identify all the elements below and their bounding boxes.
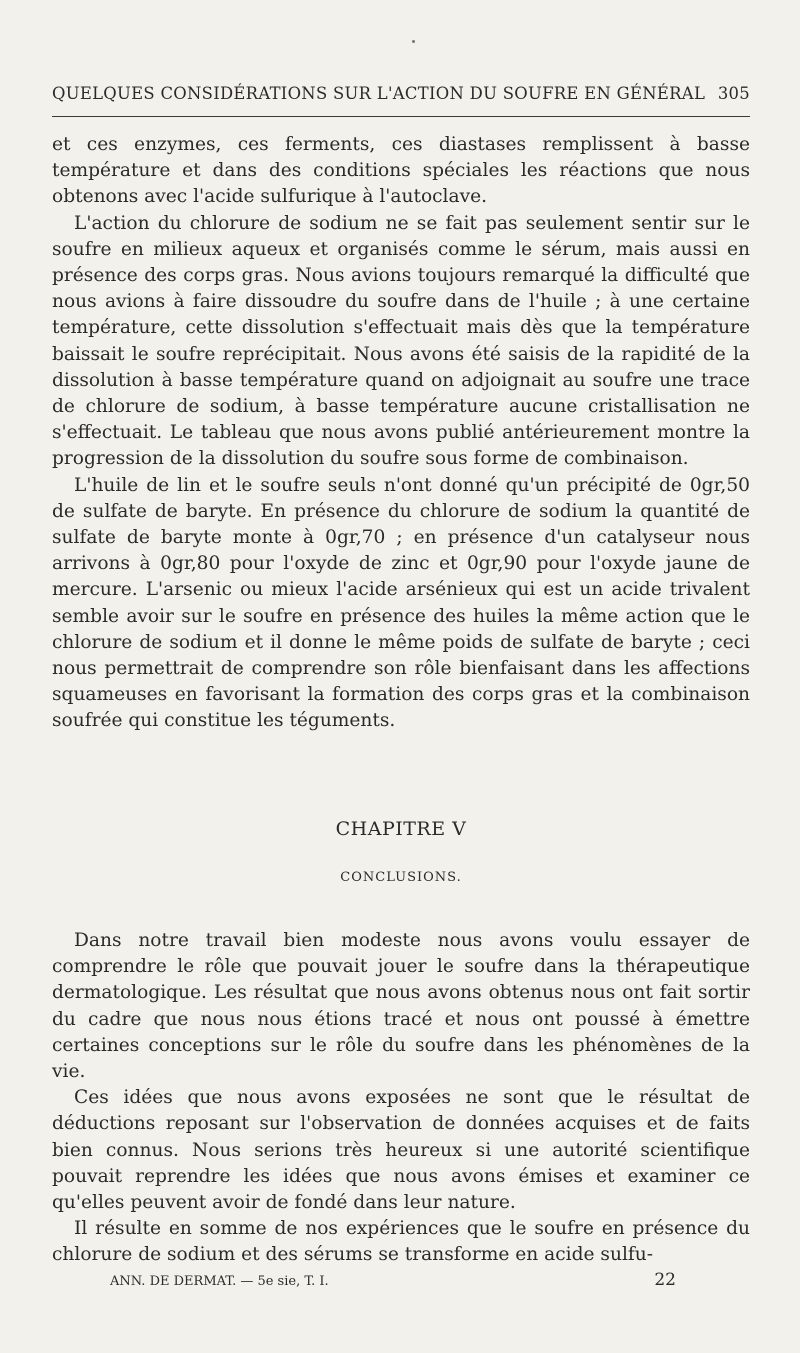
- paragraph: L'action du chlorure de sodium ne se fait pas seulement sentir sur le soufre en milieux aqueux et organisés comme le sérum, mais aussi en présence des corps gras. Nous avions toujours remarqué la difficulté que nous avions à faire dissoudre du soufre dans de l'huile ; à une certaine température, cette dissolution s'effectuait mais dès que la température baissait le soufre reprécipitait. Nous avons été saisis de la rapidité de la dissolution à basse température quand on adjoignait au soufre une trace de chlorure de sodium, à basse température aucune cristallisation ne s'effectuait. Le tableau que nous avons publié antérieurement montre la progression de la dissolution du soufre sous forme de combinaison.: [52, 212, 750, 470]
- body-text-bottom: [52, 928, 750, 1269]
- book-page: [52, 0, 750, 1353]
- chapter-title: CHAPITRE V: [335, 818, 467, 840]
- page-number: 305: [717, 84, 750, 103]
- gathering-number: 22: [654, 1270, 676, 1290]
- running-title: QUELQUES CONSIDÉRATIONS SUR L'ACTION DU SOUFRE EN GÉNÉRAL: [52, 84, 706, 103]
- page-footer: [110, 1270, 676, 1290]
- paragraph: et ces enzymes, ces ferments, ces diastases remplissent à basse température et dans des conditions spéciales les réactions que nous obtenons avec l'acide sulfurique à l'autoclave.: [52, 134, 750, 208]
- paragraph: L'huile de lin et le soufre seuls n'ont donné qu'un précipité de 0gr,50 de sulfate de baryte. En présence du chlorure de sodium la quantité de sulfate de baryte monte à 0gr,70 ; en présence d'un catalyseur nous arrivons à 0gr,80 pour l'oxyde de zinc et 0gr,90 pour l'oxyde jaune de mercure. L'arsenic ou mieux l'acide arsénieux qui est un acide trivalent semble avoir sur le soufre en présence des huiles la même action que le chlorure de sodium et il donne le même poids de sulfate de baryte ; ceci nous permettrait de comprendre son rôle bienfaisant dans les affections squameuses en favorisant la formation des corps gras et la combinaison soufrée qui constitue les téguments.: [52, 474, 750, 732]
- running-head: [52, 84, 750, 103]
- paragraph: Dans notre travail bien modeste nous avons voulu essayer de comprendre le rôle que pouvait jouer le soufre dans la thérapeutique dermatologique. Les résultat que nous avons obtenus nous ont fait sortir du cadre que nous nous étions tracé et nous ont poussé à émettre certaines conceptions sur le rôle du soufre dans les phénomènes de la vie.: [52, 930, 750, 1083]
- body-text-top: [52, 132, 750, 735]
- header-rule: [52, 116, 750, 117]
- paragraph: Ces idées que nous avons exposées ne sont que le résultat de déductions reposant sur l'observation de données acquises et de faits bien connus. Nous serions très heureux si une autorité scientifique pouvait reprendre les idées que nous avons émises et examiner ce qu'elles peuvent avoir de fondé dans leur nature.: [52, 1087, 750, 1214]
- signature-mark: ANN. DE DERMAT. — 5e sie, T. I.: [110, 1274, 329, 1289]
- paragraph: Il résulte en somme de nos expériences que le soufre en présence du chlorure de sodium et des sérums se transforme en acide sulfu-: [52, 1218, 750, 1266]
- chapter-subtitle: CONCLUSIONS.: [340, 870, 462, 885]
- print-speck: [412, 40, 415, 43]
